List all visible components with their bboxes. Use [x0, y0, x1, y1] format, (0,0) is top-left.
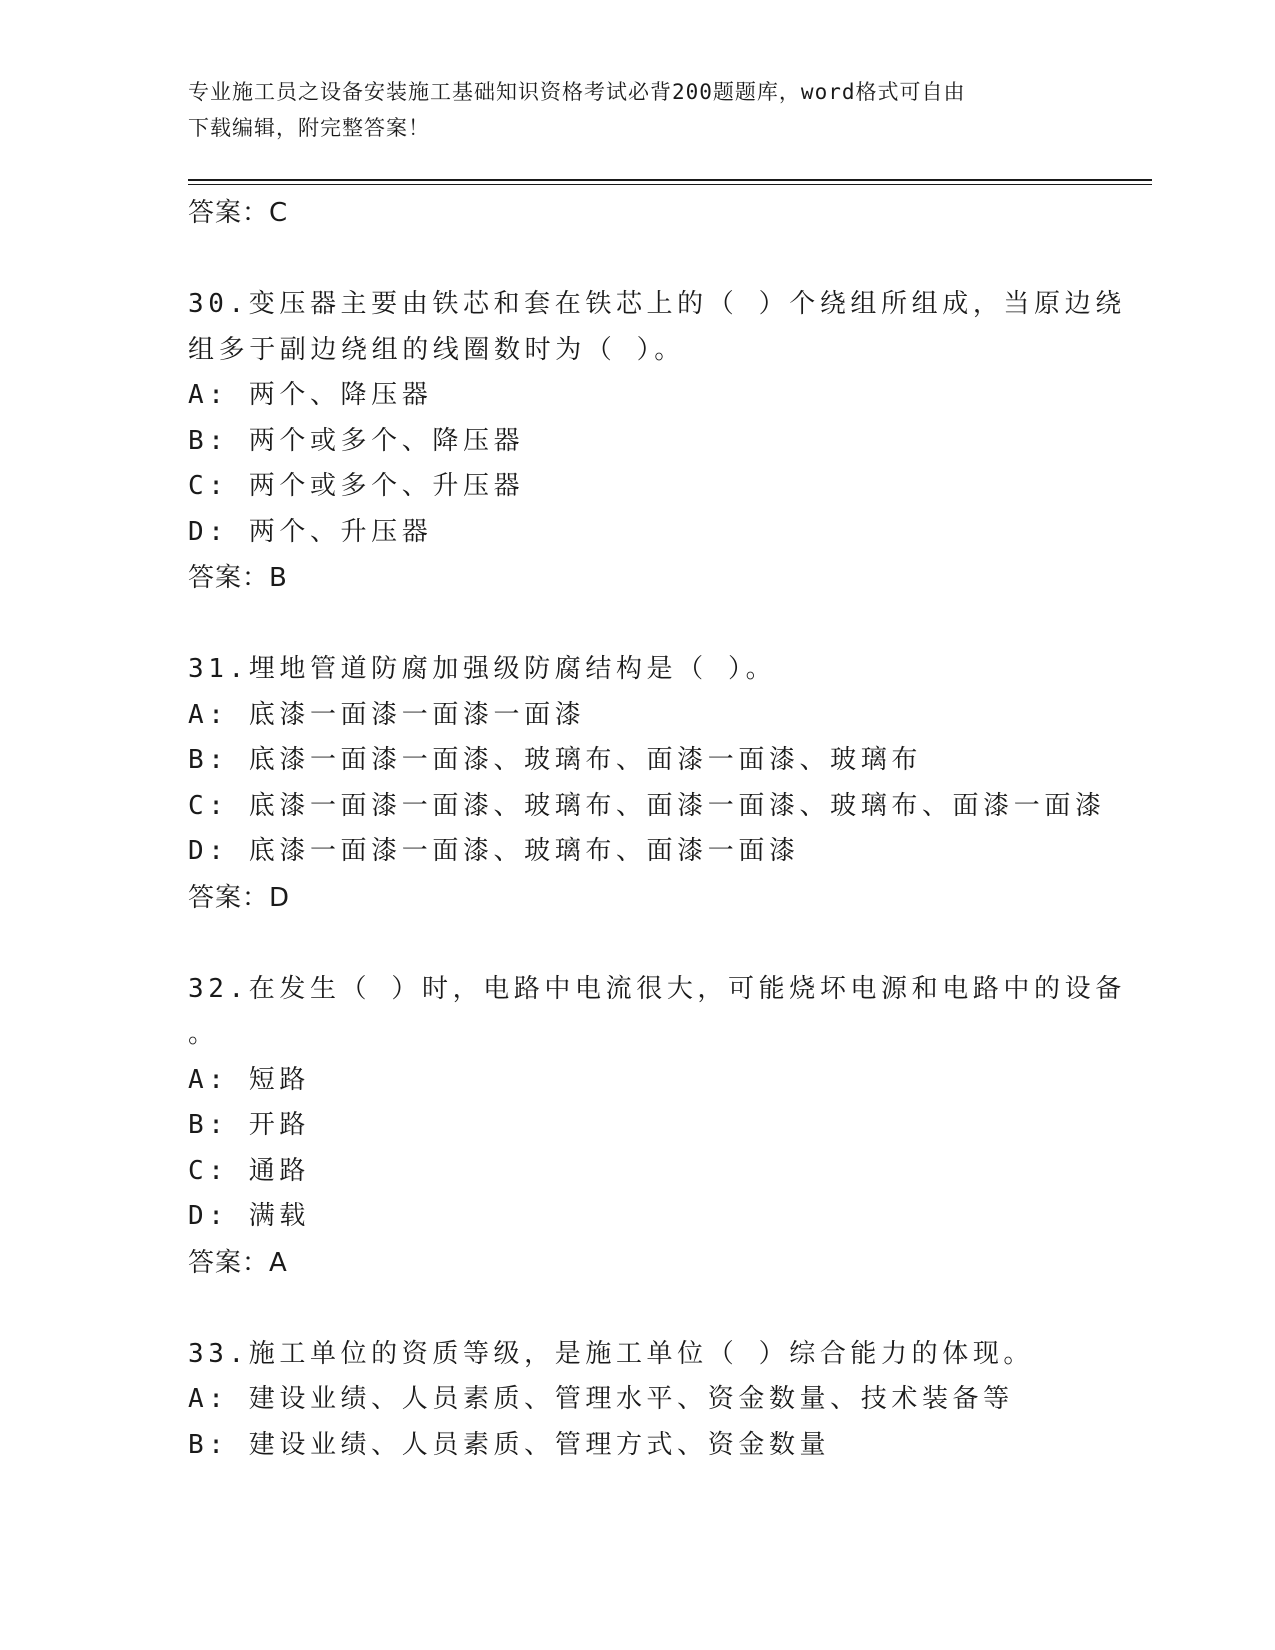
header-divider-thick: [188, 179, 1152, 181]
spacer: [188, 601, 1088, 647]
question-stem: 33.施工单位的资质等级，是施工单位（ ）综合能力的体现。: [188, 1338, 1035, 1369]
option-b: B: 底漆一面漆一面漆、玻璃布、面漆一面漆、玻璃布: [188, 745, 922, 775]
question-30: [188, 282, 1126, 601]
answer-q32: 答案：A: [188, 1247, 288, 1278]
question-stem: 32.在发生（ ）时，电路中电流很大，可能烧坏电源和电路中的设备: [188, 973, 1126, 1004]
question-stem: 31.埋地管道防腐加强级防腐结构是（ ）。: [188, 654, 777, 684]
answer-q29: 答案：C: [188, 198, 289, 228]
document-header: [188, 74, 1068, 146]
question-stem: 30.变压器主要由铁芯和套在铁芯上的（ ）个绕组所组成，当原边绕: [188, 289, 1126, 319]
option-a: A: 短路: [188, 1064, 310, 1095]
option-d: D: 底漆一面漆一面漆、玻璃布、面漆一面漆: [188, 836, 800, 866]
question-33: [188, 1332, 1088, 1469]
option-a: A: 底漆一面漆一面漆一面漆: [188, 699, 586, 730]
answer-q31: 答案：D: [188, 882, 291, 913]
spacer: [188, 921, 1088, 967]
question-stem-continued: 。: [188, 1019, 219, 1049]
option-b: B: 开路: [188, 1110, 310, 1140]
option-c: C: 通路: [188, 1155, 310, 1186]
option-b: B: 两个或多个、降压器: [188, 425, 525, 456]
document-body: [188, 190, 1126, 1468]
option-c: C: 底漆一面漆一面漆、玻璃布、面漆一面漆、玻璃布、面漆一面漆: [188, 790, 1106, 821]
option-d: D: 两个、升压器: [188, 516, 433, 547]
header-line-1: 专业施工员之设备安装施工基础知识资格考试必背200题题库，word格式可自由: [188, 80, 966, 104]
header-divider-thin: [188, 184, 1152, 185]
spacer: [188, 236, 1088, 282]
question-stem-continued: 组多于副边绕组的线圈数时为（ ）。: [188, 334, 685, 365]
spacer: [188, 1286, 1088, 1332]
option-a: A: 建设业绩、人员素质、管理水平、资金数量、技术装备等: [188, 1384, 1014, 1414]
option-d: D: 满载: [188, 1201, 310, 1231]
question-31: [188, 647, 1106, 921]
question-32: [188, 967, 1126, 1286]
option-b: B: 建设业绩、人员素质、管理方式、资金数量: [188, 1429, 831, 1460]
option-c: C: 两个或多个、升压器: [188, 471, 525, 501]
header-line-2: 下载编辑，附完整答案！: [188, 116, 430, 140]
option-a: A: 两个、降压器: [188, 380, 433, 410]
answer-q30: 答案：B: [188, 563, 288, 593]
